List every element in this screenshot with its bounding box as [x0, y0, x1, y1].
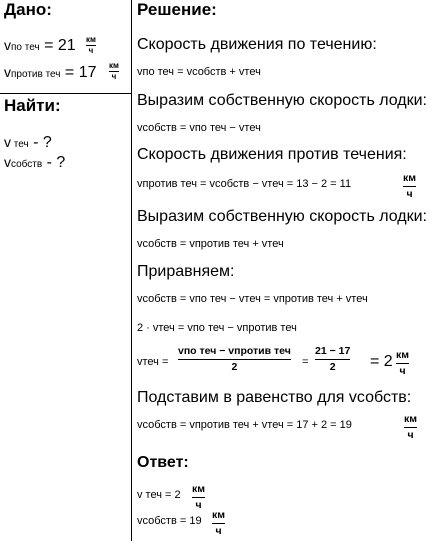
- find-line-1: [4, 135, 52, 151]
- answer-heading: Ответ:: [137, 454, 189, 471]
- given-line-2-v: v: [4, 64, 11, 80]
- solution-text-2: Выразим собственную скорость лодки:: [137, 92, 427, 109]
- find-heading: Найти:: [4, 96, 61, 115]
- solution-eq-7-result: = 2: [370, 353, 393, 370]
- unit-denominator: ч: [399, 364, 406, 377]
- solution-eq-4: vсобств = vпротив теч + vтеч: [137, 238, 284, 250]
- given-line-2: [4, 65, 97, 81]
- find-line-2-sub: собств: [11, 159, 43, 170]
- find-line-1-v: v: [4, 134, 11, 150]
- given-line-1-sub: по теч: [11, 42, 40, 53]
- unit-denominator: ч: [215, 524, 222, 537]
- solution-eq-3-unit: [403, 173, 416, 199]
- unit-denominator: ч: [406, 187, 413, 200]
- solution-eq-7-equals: =: [302, 356, 309, 368]
- unit-denominator: ч: [88, 46, 94, 55]
- solution-eq-8-unit: [404, 414, 417, 440]
- given-line-1: [4, 38, 76, 54]
- unit-numerator: км: [109, 61, 119, 70]
- find-line-1-value: - ?: [28, 134, 52, 151]
- solution-heading: Решение:: [137, 0, 217, 19]
- given-line-1-v: v: [4, 37, 11, 53]
- given-heading: Дано:: [4, 0, 52, 19]
- given-line-1-unit: [86, 36, 96, 55]
- solution-eq-3: vпротив теч = vсобств − vтеч = 13 − 2 = 11: [137, 178, 352, 190]
- solution-eq-8: vсобств = vпротив теч + vтеч = 17 + 2 = 19: [137, 419, 352, 431]
- fraction-numerator: vпо теч − vпротив теч: [178, 345, 291, 357]
- fraction-denominator: 2: [231, 360, 238, 373]
- find-line-2: [4, 155, 65, 171]
- answer-line-1-unit: [192, 484, 205, 510]
- solution-eq-1: vпо теч = vсобств + vтеч: [137, 66, 261, 78]
- solution-text-3: Скорость движения против течения:: [137, 146, 407, 163]
- unit-numerator: км: [86, 35, 96, 44]
- unit-denominator: ч: [407, 428, 414, 441]
- solution-eq-5: vсобств = vпо теч − vтеч = vпротив теч + vтеч: [137, 293, 368, 305]
- given-line-1-value: = 21: [39, 37, 76, 54]
- solution-eq-7-fraction-1: [178, 346, 291, 372]
- answer-line-2: vсобств = 19: [137, 515, 202, 527]
- solution-text-6: Подставим в равенство для vсобств:: [137, 389, 412, 406]
- solution-eq-6: 2 · vтеч = vпо теч − vпротив теч: [137, 322, 297, 334]
- solution-eq-7-unit: [396, 350, 409, 376]
- solution-text-1: Скорость движения по течению:: [137, 36, 377, 53]
- given-line-2-unit: [109, 62, 119, 81]
- answer-line-2-unit: [212, 510, 225, 536]
- unit-denominator: ч: [195, 498, 202, 511]
- solution-eq-7-lhs: vтеч =: [137, 356, 169, 368]
- solution-text-4: Выразим собственную скорость лодки:: [137, 208, 427, 225]
- given-line-2-sub: против теч: [11, 69, 61, 80]
- given-line-2-value: = 17: [60, 64, 97, 81]
- column-divider: [131, 0, 132, 541]
- unit-numerator: км: [403, 172, 417, 184]
- find-line-1-sub: теч: [11, 139, 29, 150]
- find-line-2-v: v: [4, 154, 11, 170]
- solution-eq-7-fraction-2: [315, 346, 350, 372]
- fraction-numerator: 21 − 17: [315, 345, 351, 357]
- unit-numerator: км: [404, 413, 418, 425]
- fraction-denominator: 2: [329, 360, 336, 373]
- find-line-2-value: - ?: [42, 154, 66, 171]
- unit-numerator: км: [212, 509, 226, 521]
- answer-line-1: v теч = 2: [137, 489, 181, 501]
- solution-eq-2: vсобств = vпо теч − vтеч: [137, 122, 261, 134]
- solution-text-5: Приравняем:: [137, 263, 235, 280]
- unit-denominator: ч: [111, 72, 117, 81]
- given-find-divider: [0, 93, 131, 94]
- unit-numerator: км: [396, 349, 410, 361]
- unit-numerator: км: [192, 483, 206, 495]
